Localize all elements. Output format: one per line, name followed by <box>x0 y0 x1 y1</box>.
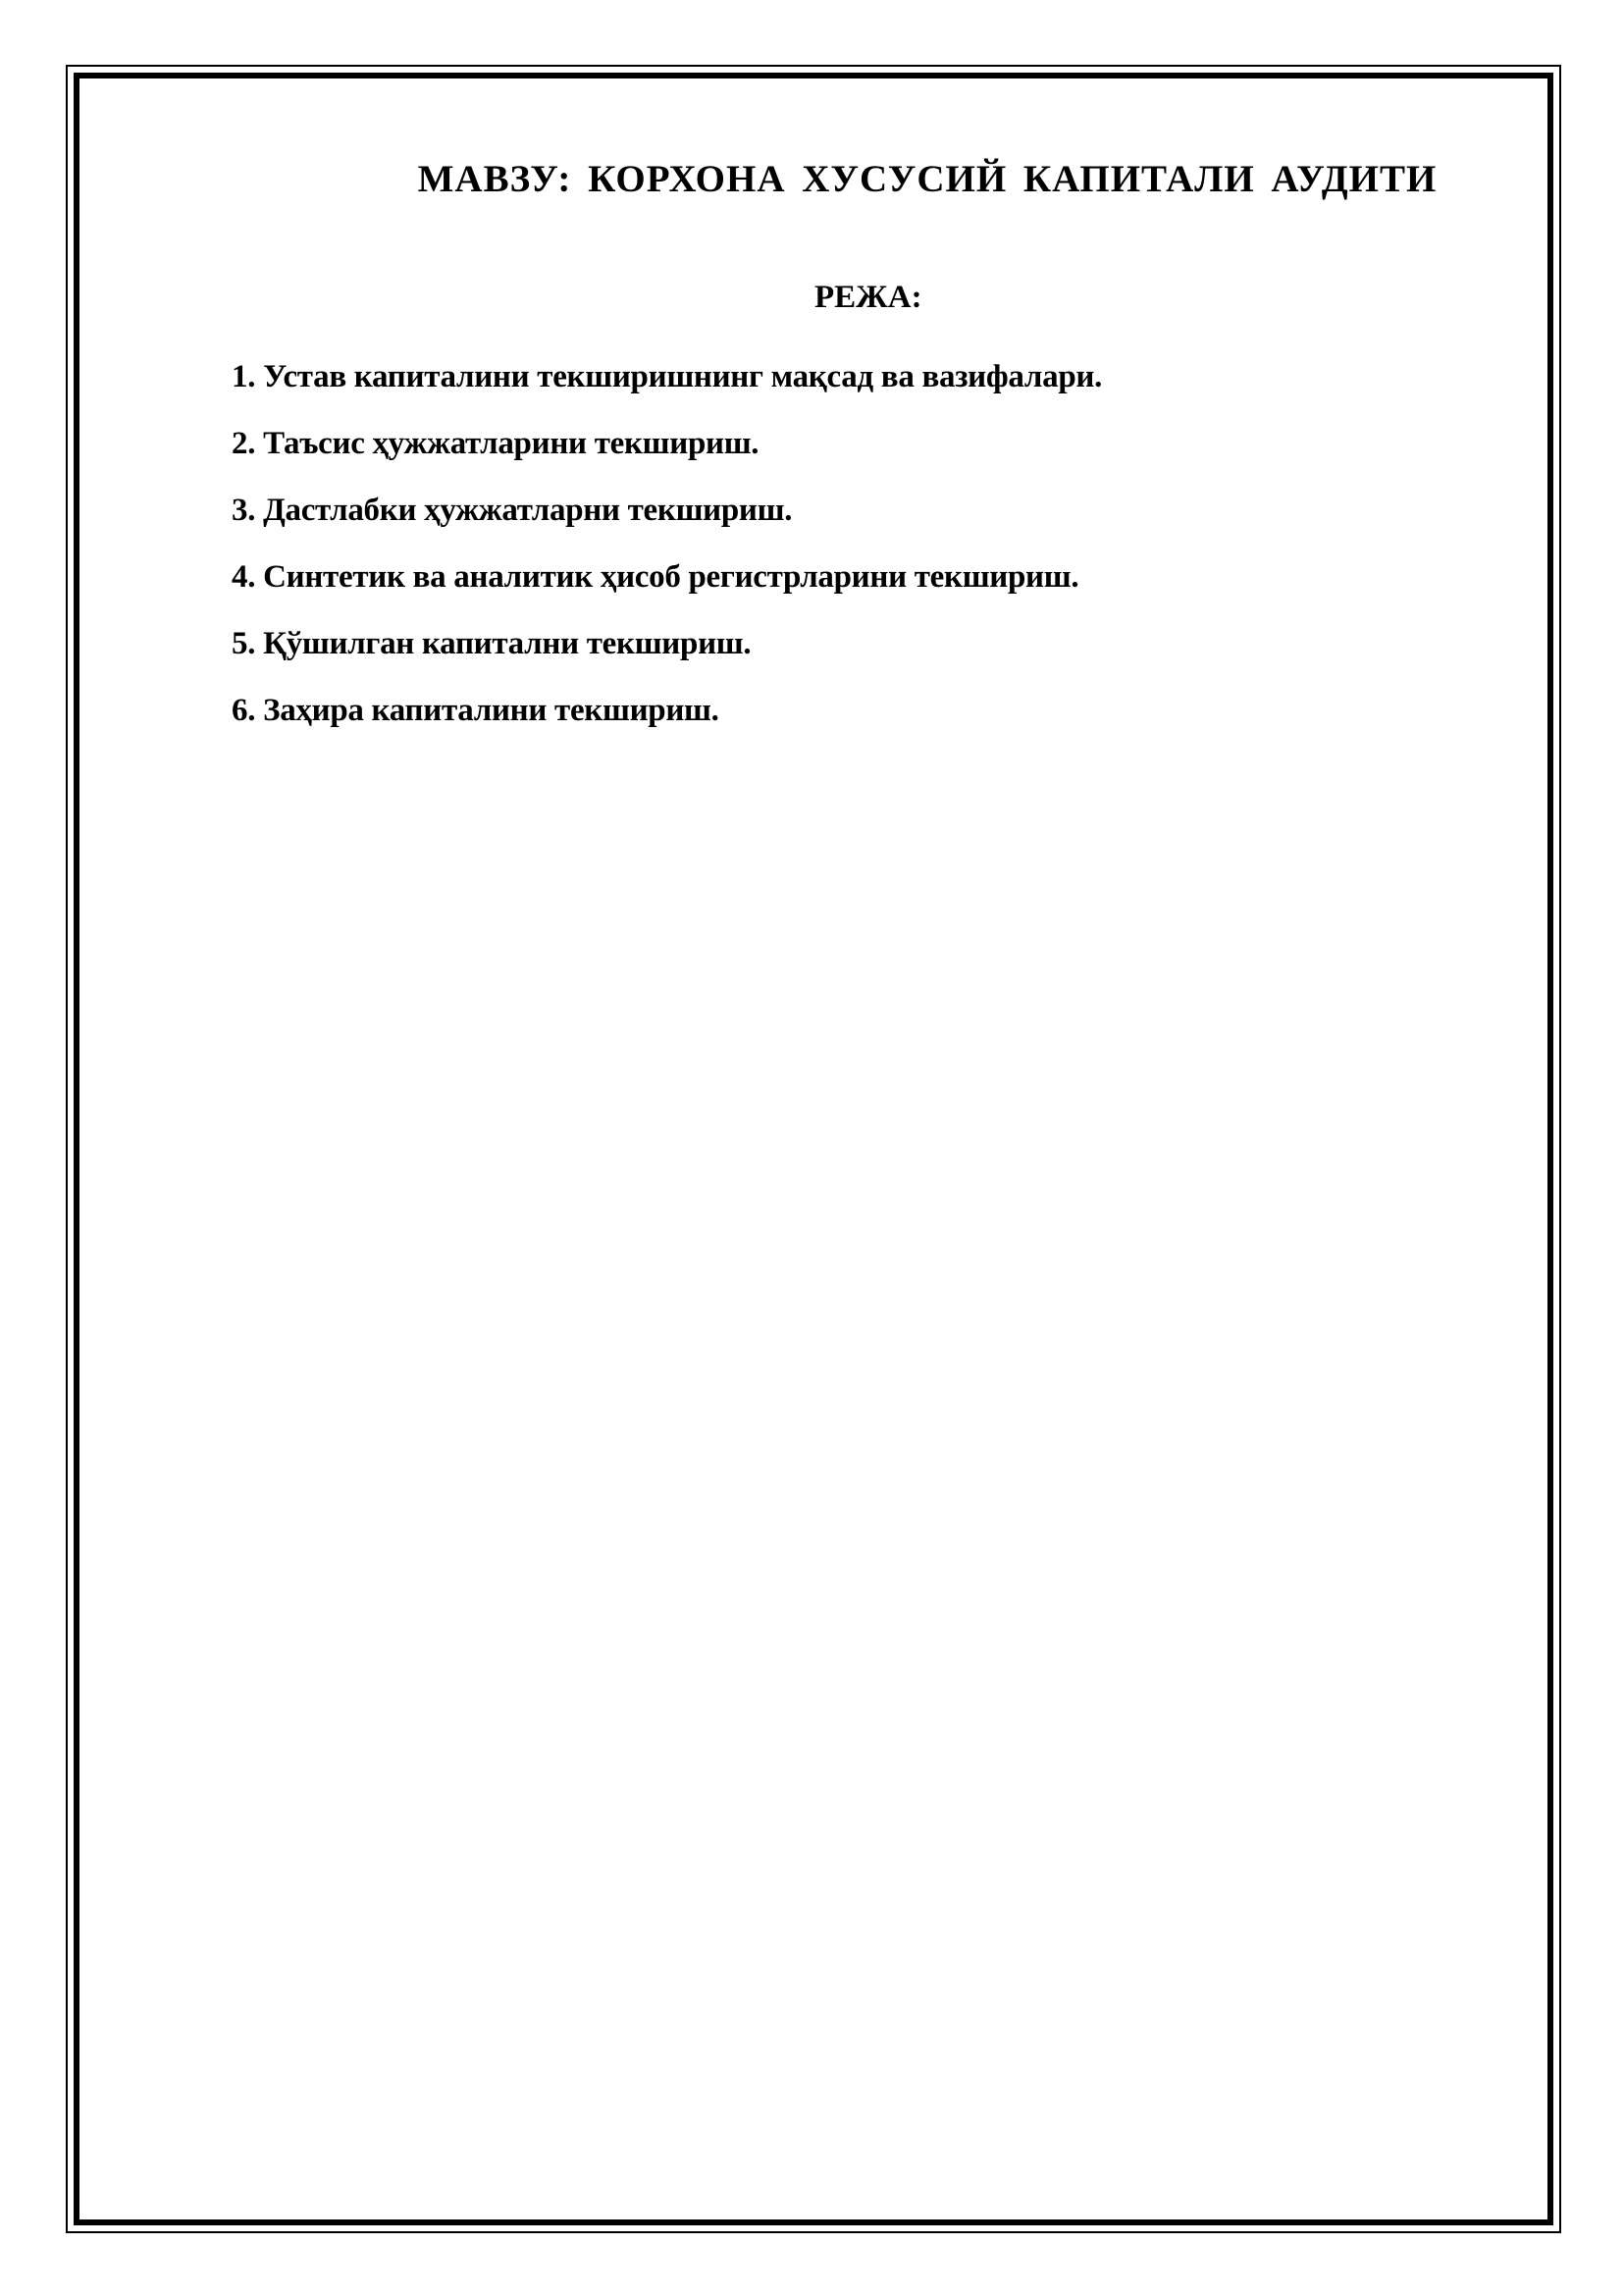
plan-item-3: 3. Дастлабки ҳужжатларни текшириш. <box>232 493 793 528</box>
plan-item-5: 5. Қўшилган капитални текшириш. <box>232 626 752 661</box>
plan-item-1: 1. Устав капиталини текширишнинг мақсад ва вазифалари. <box>232 359 1103 394</box>
plan-item-4: 4. Синтетик ва аналитик ҳисоб регистрларини текшириш. <box>232 559 1079 595</box>
plan-heading: РЕЖА: <box>814 280 922 315</box>
plan-list <box>232 343 1102 744</box>
document-title: МАВЗУ: КОРХОНА ХУСУСИЙ КАПИТАЛИ АУДИТИ <box>417 158 1438 200</box>
plan-item-6: 6. Заҳира капиталини текшириш. <box>232 693 719 728</box>
plan-item-2: 2. Таъсис ҳужжатларини текшириш. <box>232 426 760 461</box>
